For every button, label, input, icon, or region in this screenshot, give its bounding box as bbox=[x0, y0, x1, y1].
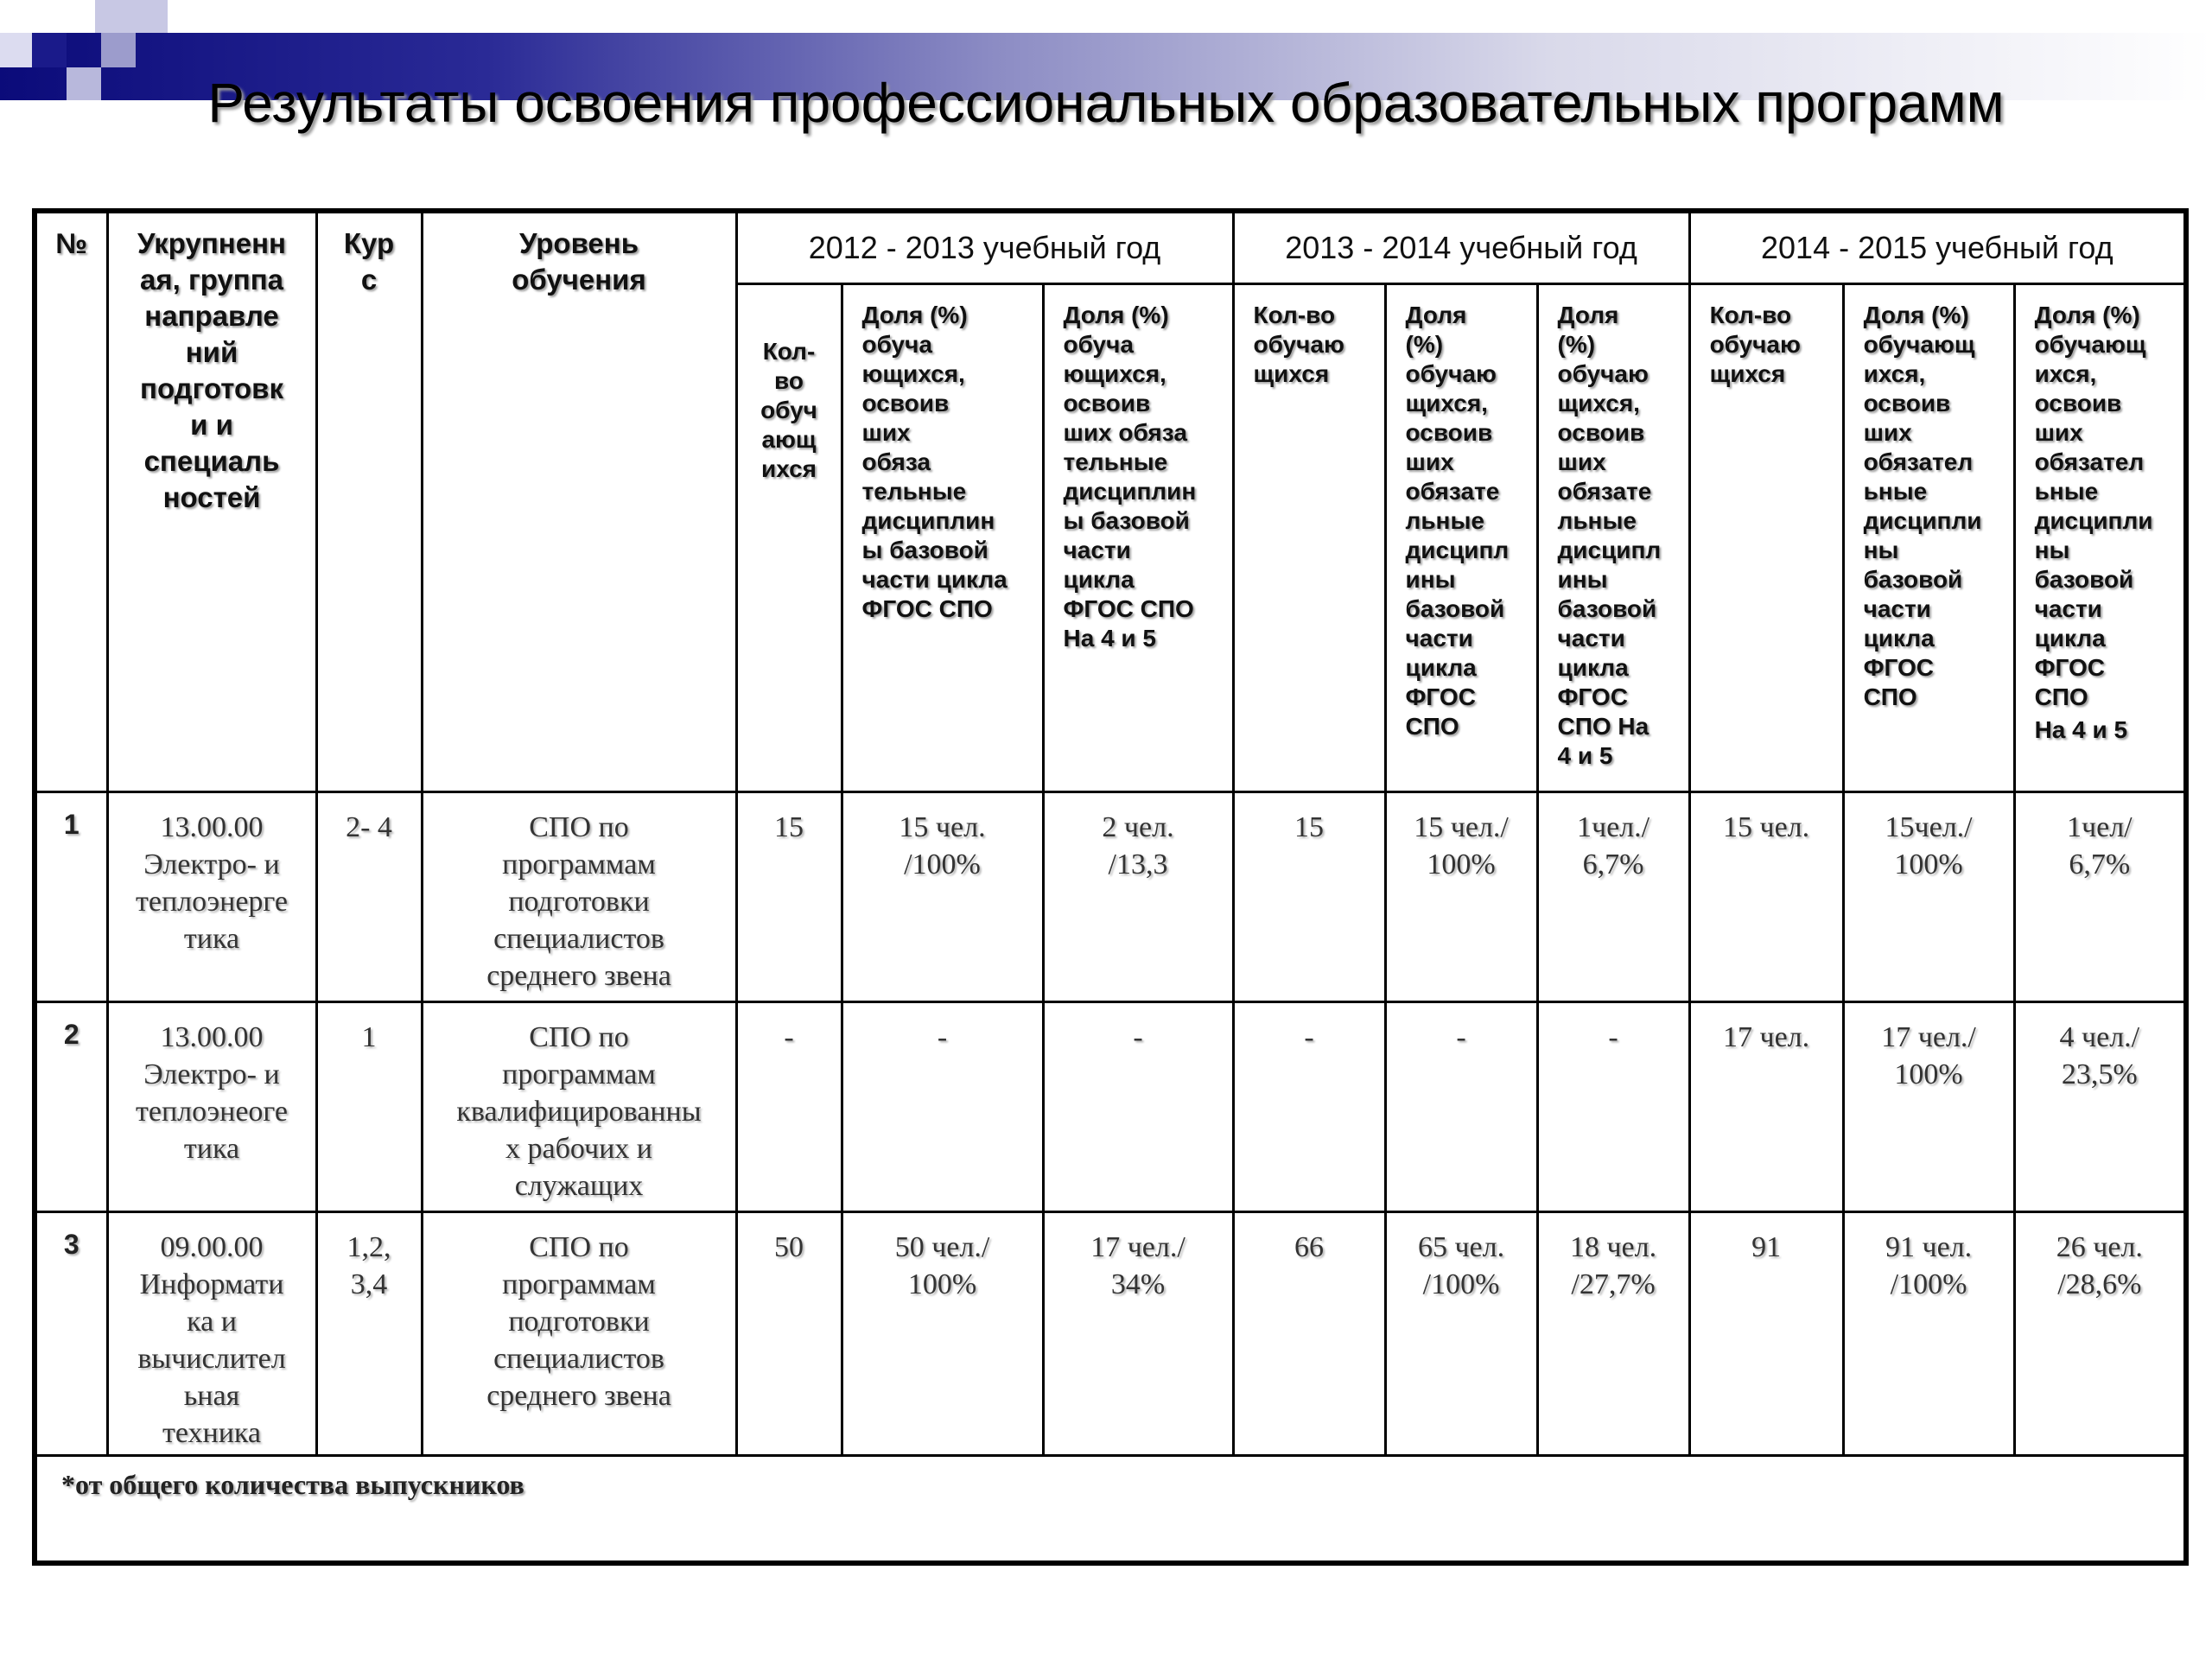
row-count-2013: 66 bbox=[1233, 1211, 1385, 1455]
header-year-2013: 2013 - 2014 учебный год bbox=[1233, 211, 1689, 283]
row-share-2013: - bbox=[1385, 1001, 1537, 1211]
subheader-share-2012: Доля (%) обуча ющихся, освоив ших обяза тельные дисциплин ы базовой части цикла ФГОС СПО bbox=[842, 283, 1043, 791]
row-share45-2012: 17 чел./ 34% bbox=[1043, 1211, 1233, 1455]
row-level: СПО по программам подготовки специалистов среднего звена bbox=[422, 1211, 736, 1455]
subheader-share-2014: Доля (%) обучающ ихся, освоив ших обязател ьные дисципли ны базовой части цикла ФГОС СПО bbox=[1843, 283, 2014, 791]
subheader-share45-2013: Доля (%) обучаю щихся, освоив ших обязате льные дисципл ины базовой части цикла ФГОС СПО На 4 и 5 bbox=[1537, 283, 1689, 791]
subheader-share-2013: Доля (%) обучаю щихся, освоив ших обязате льные дисципл ины базовой части цикла ФГОС СПО bbox=[1385, 283, 1537, 791]
row-group: 13.00.00 Электро- и теплоэнеоге тика bbox=[107, 1001, 316, 1211]
row-share45-2013: 1чел./ 6,7% bbox=[1537, 791, 1689, 1001]
row-course: 1,2, 3,4 bbox=[316, 1211, 422, 1455]
row-level: СПО по программам подготовки специалистов среднего звена bbox=[422, 791, 736, 1001]
decor-square-light-top bbox=[95, 0, 168, 33]
page-title: Результаты освоения профессиональных образовательных программ bbox=[207, 72, 2005, 134]
row-course: 2- 4 bbox=[316, 791, 422, 1001]
row-share-2012: 15 чел. /100% bbox=[842, 791, 1043, 1001]
row-group: 13.00.00 Электро- и теплоэнерге тика bbox=[107, 791, 316, 1001]
subheader-count-2013: Кол-во обучаю щихся bbox=[1233, 283, 1385, 791]
subheader-share45-2014: Доля (%) обучающ ихся, освоив ших обязател ьные дисципли ны базовой части цикла ФГОС СПО На 4 и 5 bbox=[2014, 283, 2186, 791]
footnote: *от общего количества выпускников bbox=[35, 1455, 2186, 1563]
row-count-2014: 15 чел. bbox=[1689, 791, 1843, 1001]
row-share-2013: 65 чел. /100% bbox=[1385, 1211, 1537, 1455]
row-count-2013: - bbox=[1233, 1001, 1385, 1211]
row-share-2012: - bbox=[842, 1001, 1043, 1211]
row-share45-2013: 18 чел. /27,7% bbox=[1537, 1211, 1689, 1455]
row-count-2014: 17 чел. bbox=[1689, 1001, 1843, 1211]
decor-square-pale bbox=[0, 33, 32, 67]
table-row bbox=[35, 1211, 2186, 1455]
row-share45-2012: - bbox=[1043, 1001, 1233, 1211]
row-num: 2 bbox=[35, 1001, 107, 1211]
row-group: 09.00.00 Информати ка и вычислител ьная техника bbox=[107, 1211, 316, 1455]
row-share-2013: 15 чел./ 100% bbox=[1385, 791, 1537, 1001]
subheader-count-2014: Кол-во обучаю щихся bbox=[1689, 283, 1843, 791]
row-share45-2014: 1чел/ 6,7% bbox=[2014, 791, 2186, 1001]
row-share-2012: 50 чел./ 100% bbox=[842, 1211, 1043, 1455]
row-share45-2012: 2 чел. /13,3 bbox=[1043, 791, 1233, 1001]
row-share45-2014: 26 чел. /28,6% bbox=[2014, 1211, 2186, 1455]
row-count-2013: 15 bbox=[1233, 791, 1385, 1001]
subheader-note-45: На 4 и 5 bbox=[2034, 715, 2128, 743]
row-share-2014: 15чел./ 100% bbox=[1843, 791, 2014, 1001]
row-share45-2014: 4 чел./ 23,5% bbox=[2014, 1001, 2186, 1211]
decor-square-light bbox=[67, 67, 101, 100]
row-share-2014: 17 чел./ 100% bbox=[1843, 1001, 2014, 1211]
decor-square-dark bbox=[32, 33, 67, 67]
row-count-2012: 50 bbox=[736, 1211, 842, 1455]
row-share-2014: 91 чел. /100% bbox=[1843, 1211, 2014, 1455]
header-num: № bbox=[35, 211, 107, 791]
table-row bbox=[35, 1001, 2186, 1211]
footnote-row bbox=[35, 1455, 2186, 1563]
decor-square-mid bbox=[101, 33, 136, 67]
header-group: Укрупненн ая, группа направле ний подготовк и и специаль ностей bbox=[107, 211, 316, 791]
row-num: 3 bbox=[35, 1211, 107, 1455]
row-count-2014: 91 bbox=[1689, 1211, 1843, 1455]
subheader-count-2012: Кол- во обуч ающ ихся bbox=[736, 283, 842, 791]
header-row bbox=[35, 211, 2186, 283]
results-table bbox=[32, 208, 2189, 1566]
header-year-2012: 2012 - 2013 учебный год bbox=[736, 211, 1233, 283]
row-count-2012: 15 bbox=[736, 791, 842, 1001]
header-level: Уровень обучения bbox=[422, 211, 736, 791]
row-level: СПО по программам квалифицированны х рабочих и служащих bbox=[422, 1001, 736, 1211]
header-course: Кур с bbox=[316, 211, 422, 791]
header-year-2014: 2014 - 2015 учебный год bbox=[1689, 211, 2186, 283]
row-course: 1 bbox=[316, 1001, 422, 1211]
subheader-share45-2012: Доля (%) обуча ющихся, освоив ших обяза тельные дисциплин ы базовой части цикла ФГОС СПО На 4 и 5 bbox=[1043, 283, 1233, 791]
row-share45-2013: - bbox=[1537, 1001, 1689, 1211]
row-num: 1 bbox=[35, 791, 107, 1001]
row-count-2012: - bbox=[736, 1001, 842, 1211]
table-row bbox=[35, 791, 2186, 1001]
